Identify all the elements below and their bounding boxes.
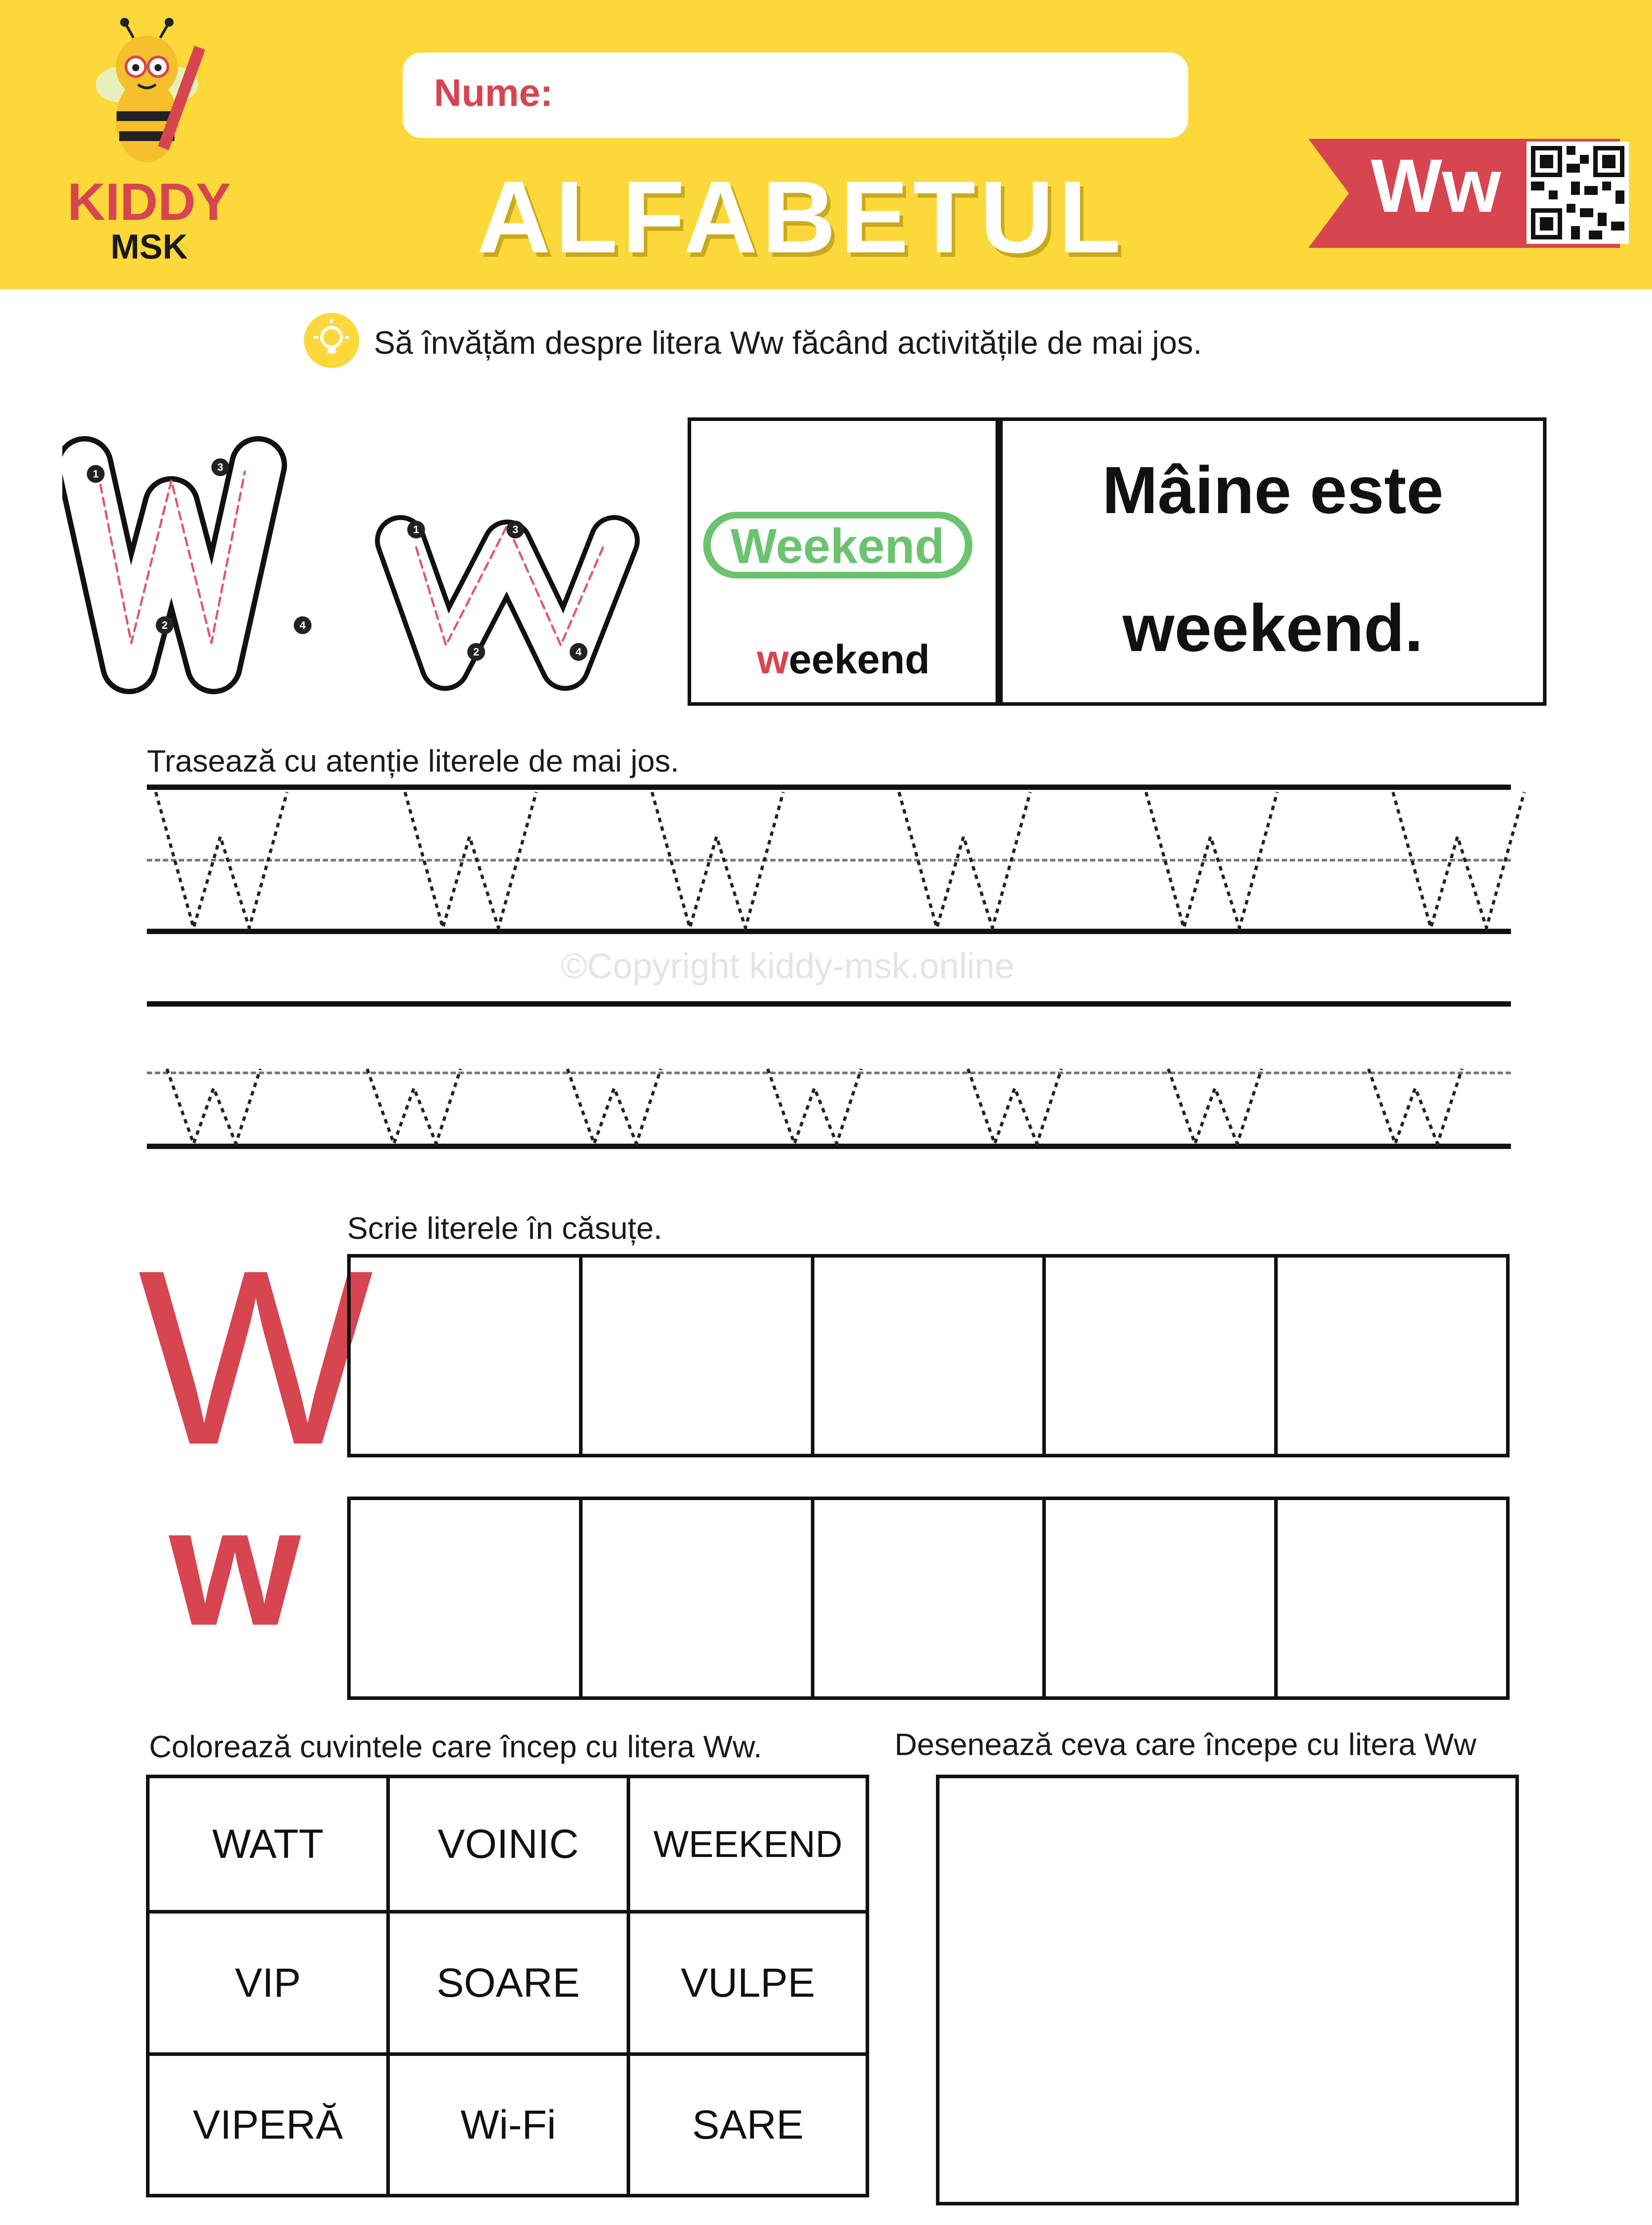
write-box[interactable] [347,1497,583,1700]
weekend-illustration-icon [701,510,975,581]
write-box[interactable] [1274,1254,1510,1457]
grid-divider [146,1910,869,1914]
grid-divider [386,1775,390,2197]
lightbulb-icon [303,312,360,369]
write-box[interactable] [579,1497,814,1700]
bee-mascot-icon [67,18,227,178]
color-words-label: Colorează cuvintele care încep cu litera Ww. [149,1729,762,1764]
qr-code-icon [1526,142,1629,244]
svg-text:4: 4 [575,646,582,658]
logo-subtext: MSK [110,227,188,266]
svg-text:1: 1 [93,468,99,480]
sentence-line-1: Mâine este [1102,453,1444,527]
write-box[interactable] [347,1254,583,1457]
word-cell[interactable]: VOINIC [437,1821,579,1867]
word-cell[interactable]: WEEKEND [653,1823,842,1865]
trace-lower-top-line [147,1001,1511,1007]
write-box[interactable] [1042,1497,1278,1700]
svg-text:3: 3 [512,524,518,536]
grid-divider [146,2052,869,2056]
name-label: Nume: [434,72,553,114]
trace-top-line [147,785,1511,790]
uppercase-model-letter: W [138,1218,373,1497]
copyright-watermark: ©Copyright kiddy-msk.online [561,946,1015,986]
badge-letters: Ww [1371,144,1501,228]
word-cell[interactable]: Wi-Fi [460,2102,556,2148]
trace-uppercase-row [147,790,1571,932]
sentence-line-2: weekend. [1122,591,1423,665]
page-title: ALFABETUL [477,160,1126,274]
word-cell[interactable]: VULPE [680,1960,815,2006]
picture-caption [688,636,999,683]
caption-rest: eekend [789,637,930,682]
lowercase-box-row [347,1497,1510,1700]
svg-text:2: 2 [473,646,479,658]
svg-text:2: 2 [162,619,168,631]
svg-text:1: 1 [413,524,419,536]
write-box[interactable] [579,1254,814,1457]
grid-divider [627,1775,630,2197]
word-cell[interactable]: WATT [212,1821,324,1867]
trace-lowercase-row [147,1064,1571,1146]
write-box[interactable] [811,1497,1046,1700]
word-cell[interactable]: SARE [692,2102,804,2148]
intro-text: Să învățăm despre litera Ww făcând activitățile de mai jos. [374,325,1202,361]
word-cell[interactable]: VIP [235,1960,301,2006]
caption-first-letter: w [757,637,789,682]
lowercase-model-letter: w [169,1472,301,1661]
logo-text: KIDDY [67,173,231,231]
draw-label: Desenează ceva care începe cu litera Ww [895,1727,1477,1762]
svg-text:3: 3 [217,461,223,473]
write-box[interactable] [1274,1497,1510,1700]
write-box[interactable] [1042,1254,1278,1457]
uppercase-box-row [347,1254,1510,1457]
drawing-area[interactable] [936,1775,1519,2205]
svg-text:4: 4 [300,619,306,631]
stroke-order-letters [62,434,654,701]
trace-label: Trasează cu atenție literele de mai jos. [147,744,679,778]
word-cell[interactable]: SOARE [436,1960,580,2006]
word-cell[interactable]: VIPERĂ [193,2102,343,2148]
picture-word: Weekend [730,519,945,574]
write-label: Scrie literele în căsuțe. [347,1211,663,1246]
write-box[interactable] [811,1254,1046,1457]
